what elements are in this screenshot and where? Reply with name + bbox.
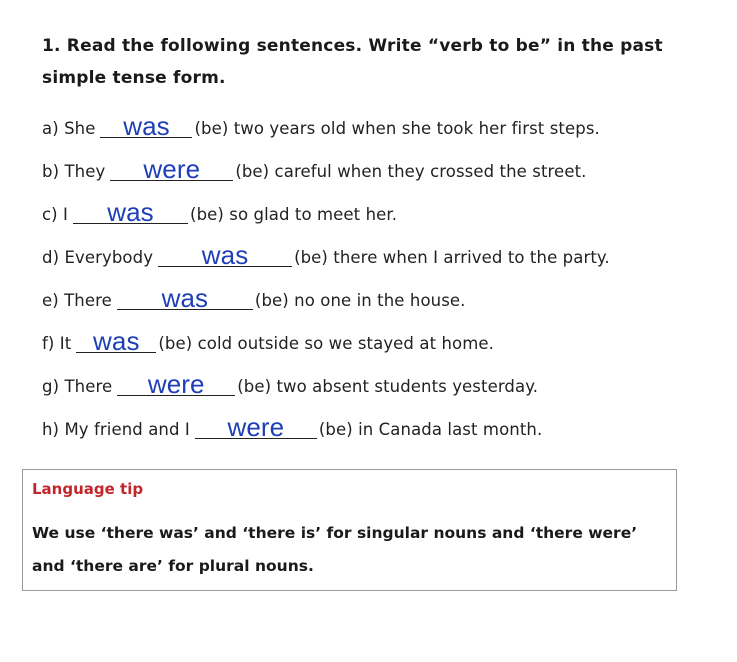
exercise-list bbox=[42, 99, 610, 443]
sentence-b bbox=[42, 142, 610, 185]
sentence-h bbox=[42, 400, 610, 443]
sentence-prefix: b) They bbox=[42, 162, 106, 181]
answer-blank[interactable] bbox=[117, 368, 235, 399]
answer-text: was bbox=[93, 326, 140, 356]
answer-blank[interactable] bbox=[117, 282, 253, 313]
answer-text: was bbox=[201, 240, 249, 270]
sentence-g bbox=[42, 357, 610, 400]
sentence-suffix: (be) cold outside so we stayed at home. bbox=[158, 334, 495, 353]
answer-blank[interactable] bbox=[73, 196, 188, 227]
language-tip-box bbox=[22, 469, 677, 591]
answer-text: was bbox=[107, 197, 154, 227]
sentence-prefix: e) There bbox=[42, 291, 112, 310]
language-tip-title: Language tip bbox=[32, 480, 144, 498]
sentence-f bbox=[42, 314, 610, 357]
answer-text: was bbox=[123, 111, 170, 141]
sentence-suffix: (be) so glad to meet her. bbox=[190, 205, 398, 224]
sentence-suffix: (be) there when I arrived to the party. bbox=[294, 248, 610, 267]
sentence-suffix: (be) in Canada last month. bbox=[318, 420, 543, 439]
sentence-prefix: c) I bbox=[42, 205, 69, 224]
answer-blank[interactable] bbox=[195, 411, 317, 442]
answer-blank[interactable] bbox=[76, 325, 156, 356]
sentence-suffix: (be) no one in the house. bbox=[254, 291, 466, 310]
answer-text: was bbox=[161, 283, 209, 313]
sentence-d bbox=[42, 228, 610, 271]
sentence-e bbox=[42, 271, 610, 314]
answer-blank[interactable] bbox=[100, 110, 192, 141]
sentence-prefix: g) There bbox=[42, 377, 113, 396]
sentence-suffix: (be) two absent students yesterday. bbox=[237, 377, 539, 396]
exercise-instruction: 1. Read the following sentences. Write “verb to be” in the past simple tense form. bbox=[42, 36, 663, 88]
sentence-suffix: (be) careful when they crossed the street. bbox=[235, 162, 587, 181]
sentence-c bbox=[42, 185, 610, 228]
sentence-suffix: (be) two years old when she took her first steps. bbox=[194, 119, 600, 138]
sentence-prefix: f) It bbox=[42, 334, 72, 353]
answer-blank[interactable] bbox=[158, 239, 292, 270]
sentence-prefix: h) My friend and I bbox=[42, 420, 190, 439]
answer-text: were bbox=[147, 369, 205, 399]
sentence-prefix: d) Everybody bbox=[42, 248, 154, 267]
language-tip-body: We use ‘there was’ and ‘there is’ for singular nouns and ‘there were’ and ‘there are’ for plural nouns. bbox=[32, 524, 638, 575]
answer-text: were bbox=[227, 412, 285, 442]
sentence-a bbox=[42, 99, 610, 142]
answer-text: were bbox=[143, 154, 201, 184]
answer-blank[interactable] bbox=[110, 153, 233, 184]
sentence-prefix: a) She bbox=[42, 119, 96, 138]
